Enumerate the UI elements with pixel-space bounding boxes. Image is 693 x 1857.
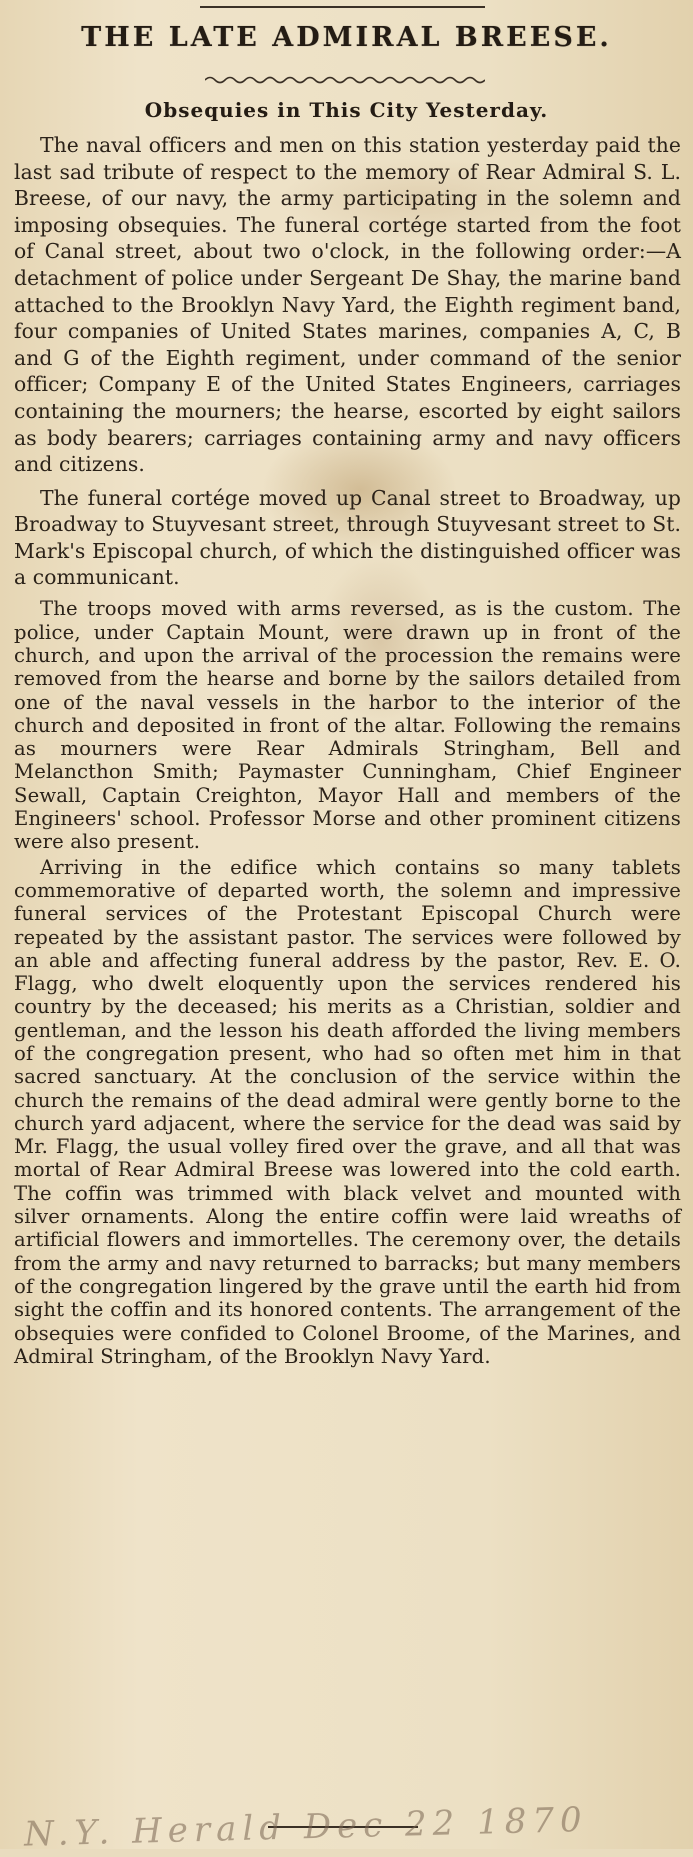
subheadline: Obsequies in This City Yesterday. [144,98,549,122]
article-paragraph: The naval officers and men on this station yesterday paid the last sad tribute of respect to the memory of Rear Admiral S. L. Breese, of our navy, the army participating in the solemn and imposing obsequies. The funeral cortége started from the foot of Canal street, about two o'clock, in the following order:—A detachment of police under Sergeant De Shay, the marine band attached to the Brooklyn Navy Yard, the Eighth regiment band, four companies of United States marines, companies A, C, B and G of the Eighth regiment, under command of the senior officer; Company E of the United States Engineers, carriages containing the mourners; the hearse, escorted by eight sailors as body bearers; carriages containing army and navy officers and citizens. [14,133,681,477]
article-paragraph: The troops moved with arms reversed, as is the custom. The police, under Captain Mount, were drawn up in front of the church, and upon the arrival of the procession the remains were removed from the hearse and borne by the sailors detailed from one of the naval vessels in the harbor to the interior of the church and deposited in front of the altar. Following the remains as mourners were Rear Admirals Stringham, Bell and Melancthon Smith; Paymaster Cunningham, Chief Engineer Sewall, Captain Creighton, Mayor Hall and members of the Engineers' school. Professor Morse and other prominent citizens were also present. [14,597,681,854]
article-paragraph: Arriving in the edifice which contains so many tablets commemorative of departed worth, the solemn and impressive funeral services of the Protestant Episcopal Church were repeated by the assistant pastor. The services were followed by an able and affecting funeral address by the pastor, Rev. E. O. Flagg, who dwelt eloquently upon the services rendered his country by the deceased; his merits as a Christian, soldier and gentleman, and the lesson his death afforded the living members of the congregation present, who had so often met him in that sacred sanctuary. At the conclusion of the service within the church the remains of the dead admiral were gently borne to the church yard adjacent, where the service for the dead was said by Mr. Flagg, the usual volley fired over the grave, and all that was mortal of Rear Admiral Breese was lowered into the cold earth. The coffin was trimmed with black velvet and mounted with silver ornaments. Along the entire coffin were laid wreaths of artificial flowers and immortelles. The ceremony over, the details from the army and navy returned to barracks; but many members of the congregation lingered by the grave until the earth hid from sight the coffin and its honored contents. The arrangement of the obsequies were confided to Colonel Broome, of the Marines, and Admiral Stringham, of the Brooklyn Navy Yard. [14,855,681,1368]
decorative-wavy-rule [205,74,485,86]
top-rule [200,6,485,8]
headline: THE LATE ADMIRAL BREESE. [81,22,612,53]
article-paragraph: The funeral cortége moved up Canal street to Broadway, up Broadway to Stuyvesant street, through Stuyvesant street to St. Mark's Episcopal church, of which the distinguished officer was a communicant. [14,485,681,589]
handwritten-annotation: N.Y. Herald Dec 22 1870 [23,1799,589,1855]
article-body [14,132,681,1370]
